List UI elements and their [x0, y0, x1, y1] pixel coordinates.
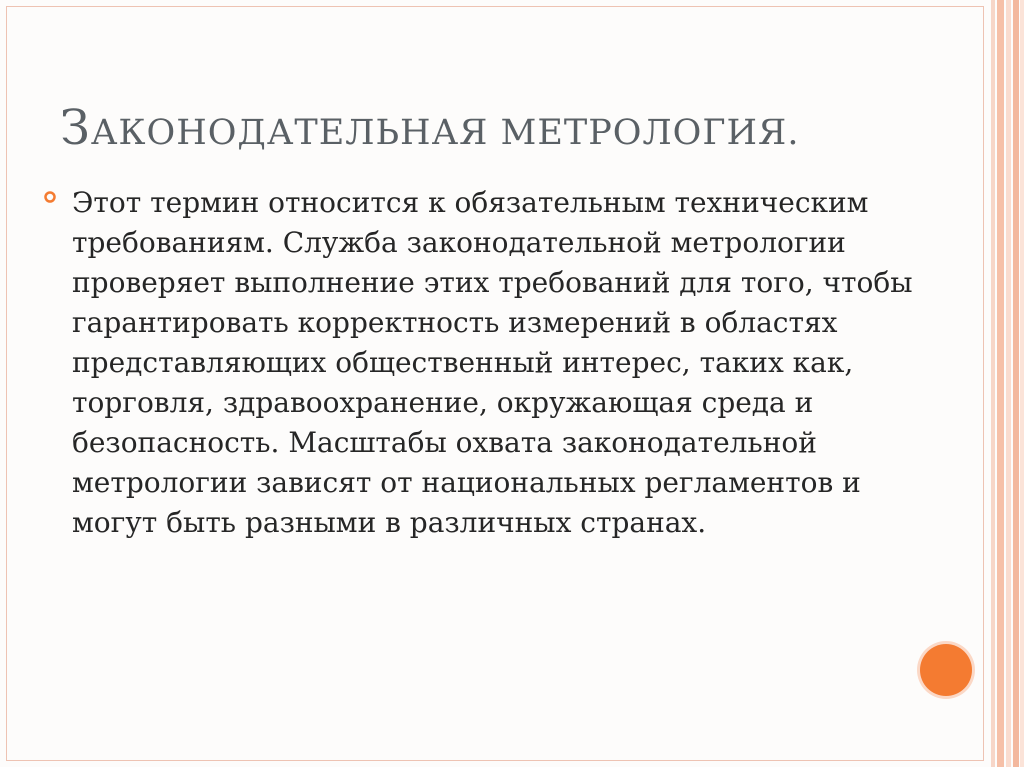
orange-circle-icon: [916, 640, 976, 700]
stripe-5: [1020, 0, 1024, 767]
slide-title: [60, 100, 800, 157]
stripe-1: [991, 0, 995, 767]
stripe-4: [1013, 0, 1019, 767]
ring-bullet-icon: [43, 190, 57, 204]
stripe-3: [1006, 0, 1011, 767]
stripe-2: [997, 0, 1004, 767]
bullet-paragraph: Этот термин относится к обязательным техническим требованиям. Служба законодательной метрологии проверяет выполнение этих требований для того, чтобы гарантировать корректность измерений в областях представляющих общественный интерес, таких как, торговля, здравоохранение, окружающая среда и безопасность. Масштабы охвата законодательной метрологии зависят от национальных регламентов и могут быть разными в различных странах.: [72, 186, 913, 539]
title-initial: З: [60, 100, 91, 156]
title-rest: АКОНОДАТЕЛЬНАЯ МЕТРОЛОГИЯ.: [90, 113, 800, 153]
